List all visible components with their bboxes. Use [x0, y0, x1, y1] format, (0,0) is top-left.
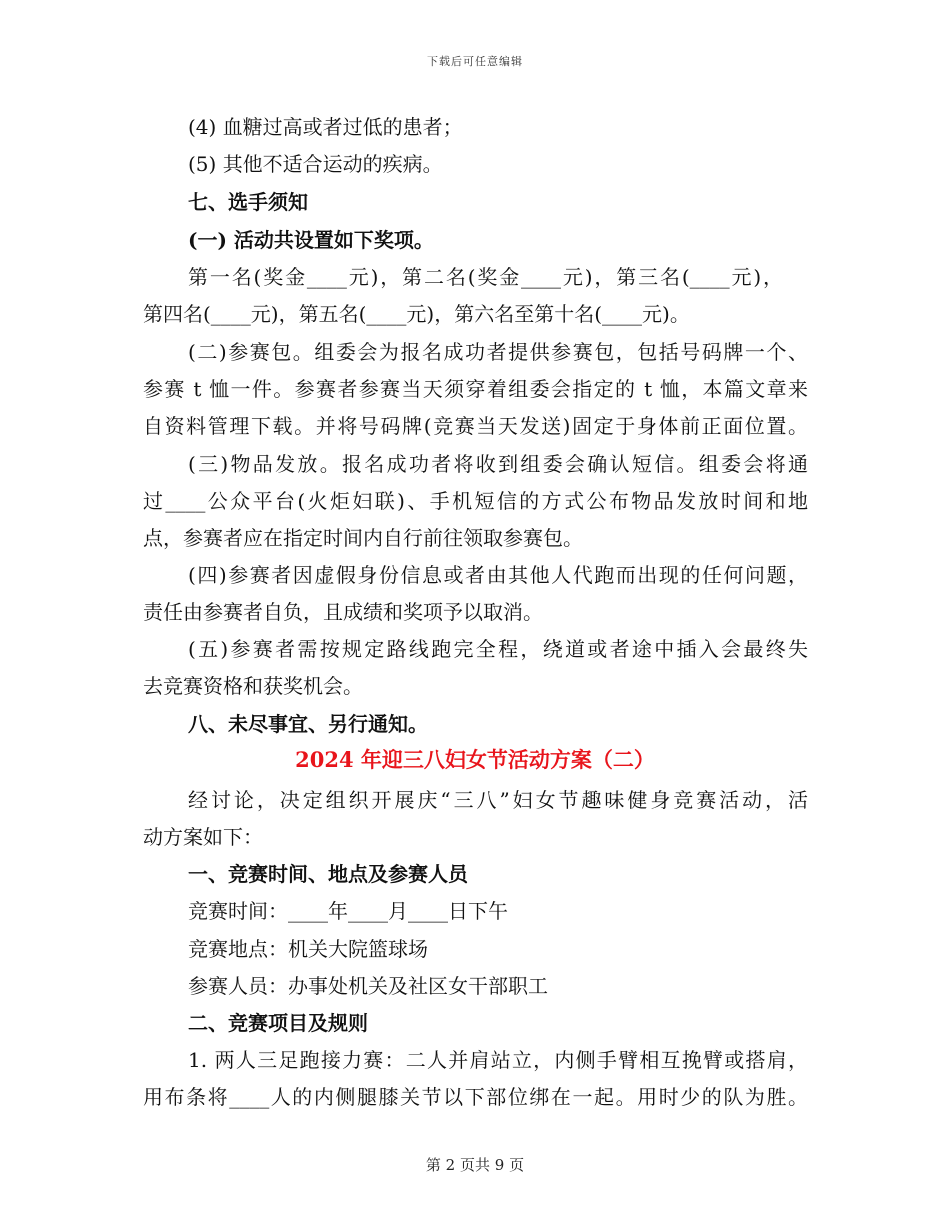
paragraph-line: 责任由参赛者自负，且成绩和奖项予以取消。 [143, 600, 543, 624]
paragraph-line: 过____公众平台(火炬妇联)、手机短信的方式公布物品发放时间和地 [143, 489, 808, 513]
list-item-5: (5) 其他不适合运动的疾病。 [188, 152, 443, 176]
section-heading-1: 一、竞赛时间、地点及参赛人员 [188, 862, 468, 886]
paragraph-line: 动方案如下： [143, 825, 263, 849]
paragraph-line: (三)物品发放。报名成功者将收到组委会确认短信。组委会将通 [188, 452, 808, 476]
section-heading-7: 七、选手须知 [188, 190, 308, 214]
section-heading-2: 二、竞赛项目及规则 [188, 1011, 368, 1035]
section-heading-8: 八、未尽事宜、另行通知。 [188, 712, 428, 736]
paragraph-line: (五)参赛者需按规定路线跑完全程，绕道或者途中插入会最终失 [188, 637, 808, 661]
page-header: 下载后可任意编辑 [427, 55, 523, 68]
list-item-4: (4) 血糖过高或者过低的患者； [188, 115, 463, 139]
paragraph-line: 竞赛地点：机关大院篮球场 [188, 937, 428, 961]
subheading-awards: (一) 活动共设置如下奖项。 [188, 228, 434, 252]
paragraph-line: 1. 两人三足跑接力赛：二人并肩站立，内侧手臂相互挽臂或搭肩， [188, 1048, 808, 1072]
paragraph-line: (四)参赛者因虚假身份信息或者由其他人代跑而出现的任何问题， [188, 563, 808, 587]
paragraph-line: (二)参赛包。组委会为报名成功者提供参赛包，包括号码牌一个、 [188, 340, 808, 364]
paragraph-line: 参赛人员：办事处机关及社区女干部职工 [188, 974, 548, 998]
paragraph-line: 自资料管理下载。并将号码牌(竞赛当天发送)固定于身体前正面位置。 [143, 414, 808, 438]
paragraph-line: 经讨论，决定组织开展庆“三八”妇女节趣味健身竞赛活动，活 [188, 788, 808, 812]
paragraph-line: 点，参赛者应在指定时间内自行前往领取参赛包。 [143, 526, 583, 550]
paragraph-line: 竞赛时间：____年____月____日下午 [188, 899, 508, 923]
paragraph-line: 用布条将____人的内侧腿膝关节以下部位绑在一起。用时少的队为胜。 [143, 1085, 808, 1109]
paragraph-line: 第四名(____元)，第五名(____元)，第六名至第十名(____元)。 [143, 302, 690, 326]
document-title: 2024 年迎三八妇女节活动方案（二） [295, 747, 655, 772]
paragraph-line: 第一名(奖金____元)，第二名(奖金____元)，第三名(____元)， [188, 265, 783, 289]
page-footer: 第 2 页共 9 页 [425, 1156, 525, 1174]
paragraph-line: 参赛 t 恤一件。参赛者参赛当天须穿着组委会指定的 t 恤，本篇文章来 [143, 377, 808, 401]
paragraph-line: 去竞赛资格和获奖机会。 [143, 674, 363, 698]
